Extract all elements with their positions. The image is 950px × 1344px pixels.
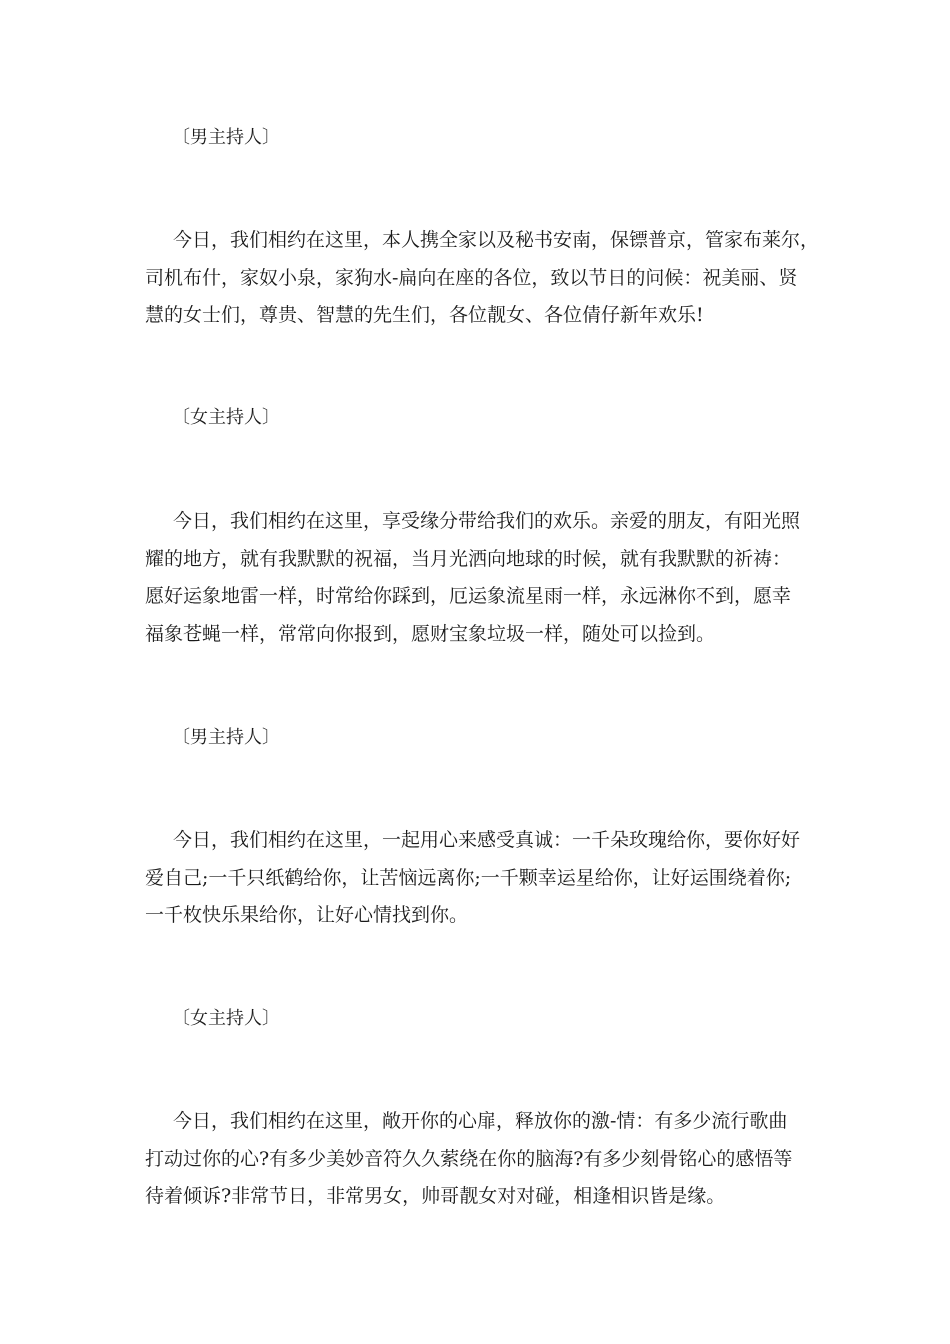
paragraph-line: 打动过你的心?有多少美妙音符久久萦绕在你的脑海?有多少刻骨铭心的感悟等 [145, 1147, 793, 1170]
paragraph-line: 爱自己;一千只纸鹤给你，让苦恼远离你;一千颗幸运星给你，让好运围绕着你; [145, 866, 792, 889]
paragraph [145, 222, 820, 335]
speaker-label: 〔男主持人〕 [172, 127, 280, 148]
paragraph [145, 822, 817, 935]
paragraph-line: 今日，我们相约在这里，敞开你的心扉，释放你的激-情：有多少流行歌曲 [173, 1110, 788, 1132]
paragraph-line: 耀的地方，就有我默默的祝福，当月光洒向地球的时候，就有我默默的祈祷： [145, 547, 792, 570]
paragraph-line: 慧的女士们，尊贵、智慧的先生们，各位靓女、各位倩仔新年欢乐! [145, 304, 704, 326]
paragraph-line: 今日，我们相约在这里，一起用心来感受真诚：一千朵玫瑰给你，要你好好 [173, 829, 801, 851]
paragraph [145, 1103, 817, 1216]
paragraph [145, 503, 817, 653]
paragraph-line: 待着倾诉?非常节日，非常男女，帅哥靓女对对碰，相逢相识皆是缘。 [145, 1185, 726, 1207]
paragraph-line: 今日，我们相约在这里，享受缘分带给我们的欢乐。亲爱的朋友，有阳光照 [173, 510, 801, 532]
speaker-label: 〔女主持人〕 [172, 1008, 280, 1029]
speaker-label: 〔女主持人〕 [172, 407, 280, 428]
speaker-label: 〔男主持人〕 [172, 727, 280, 748]
paragraph-line: 今日，我们相约在这里，本人携全家以及秘书安南，保镖普京，管家布莱尔， [173, 229, 820, 251]
paragraph-line: 一千枚快乐果给你，让好心情找到你。 [145, 904, 469, 926]
paragraph-line: 愿好运象地雷一样，时常给你踩到，厄运象流星雨一样，永远淋你不到，愿幸 [145, 585, 792, 607]
paragraph-line: 福象苍蝇一样，常常向你报到，愿财宝象垃圾一样，随处可以捡到。 [145, 622, 716, 645]
paragraph-line: 司机布什，家奴小泉，家狗水-扁向在座的各位，致以节日的问候：祝美丽、贤 [145, 266, 798, 289]
